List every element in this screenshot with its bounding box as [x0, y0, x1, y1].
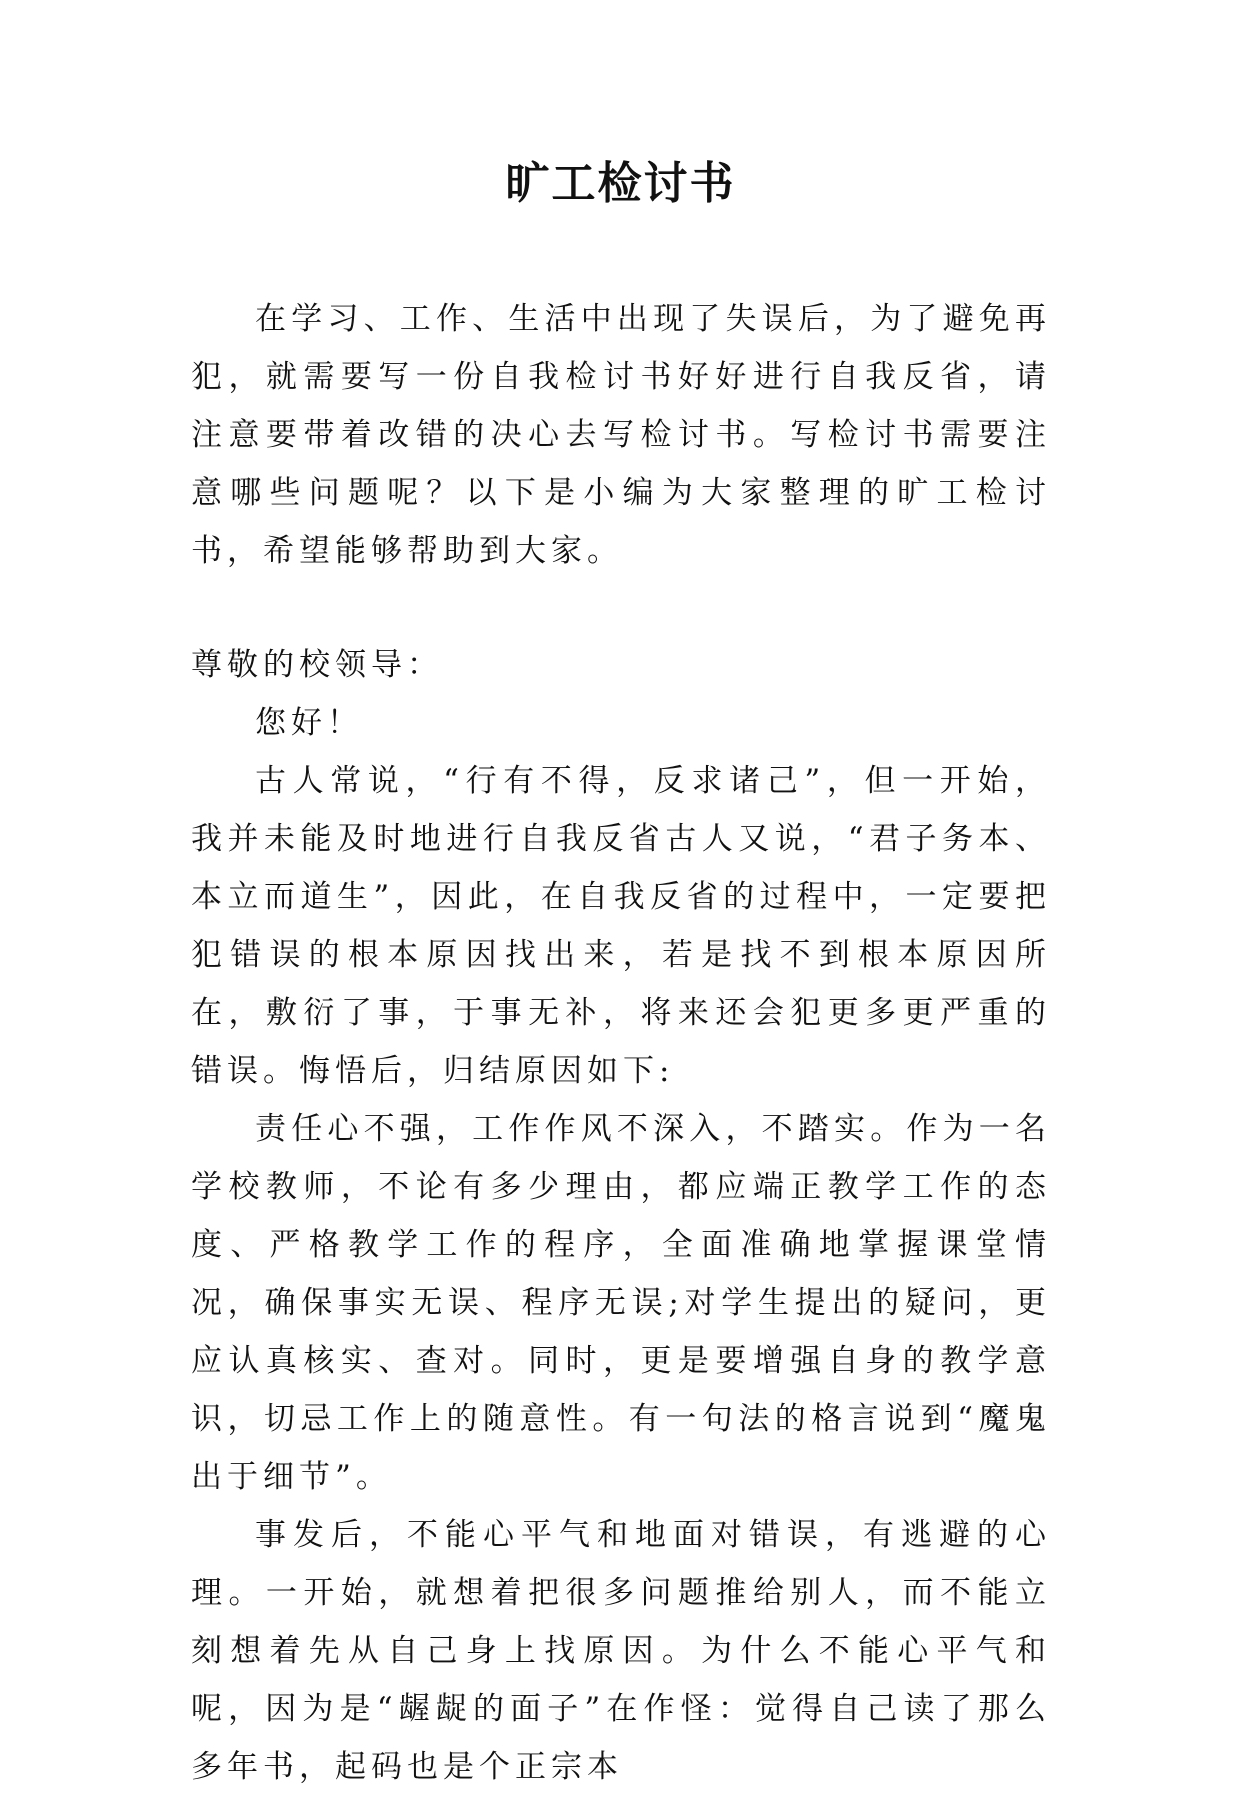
salutation: 尊敬的校领导： [191, 647, 443, 683]
paragraph-spacer [191, 580, 1051, 636]
intro-paragraph: 在学习、工作、生活中出现了失误后，为了避免再犯，就需要写一份自我检讨书好好进行自我反省，请注意要带着改错的决心去写检讨书。写检讨书需要注意哪些问题呢？以下是小编为大家整理的旷工检讨书，希望能够帮助到大家。 [191, 301, 1051, 569]
body-paragraph: 责任心不强，工作作风不深入，不踏实。作为一名学校教师，不论有多少理由，都应端正教学工作的态度、严格教学工作的程序，全面准确地掌握课堂情况，确保事实无误、程序无误;对学生提出的疑问，更应认真核实、查对。同时，更是要增强自身的教学意识，切忌工作上的随意性。有一句法的格言说到“魔鬼出于细节”。 [191, 1111, 1051, 1495]
body-paragraph: 事发后，不能心平气和地面对错误，有逃避的心理。一开始，就想着把很多问题推给别人，而不能立刻想着先从自己身上找原因。为什么不能心平气和呢，因为是“龌龊的面子”在作怪：觉得自己读了那么多年书，起码也是个正宗本 [191, 1517, 1051, 1785]
document-title: 旷工检讨书 [505, 158, 736, 209]
document-body [191, 290, 1051, 1796]
greeting: 您好！ [255, 705, 363, 741]
body-paragraph: 古人常说，“行有不得，反求诸己”，但一开始，我并未能及时地进行自我反省古人又说，“君子务本、本立而道生”，因此，在自我反省的过程中，一定要把犯错误的根本原因找出来，若是找不到根本原因所在，敷衍了事，于事无补，将来还会犯更多更严重的错误。悔悟后，归结原因如下: [191, 763, 1051, 1089]
